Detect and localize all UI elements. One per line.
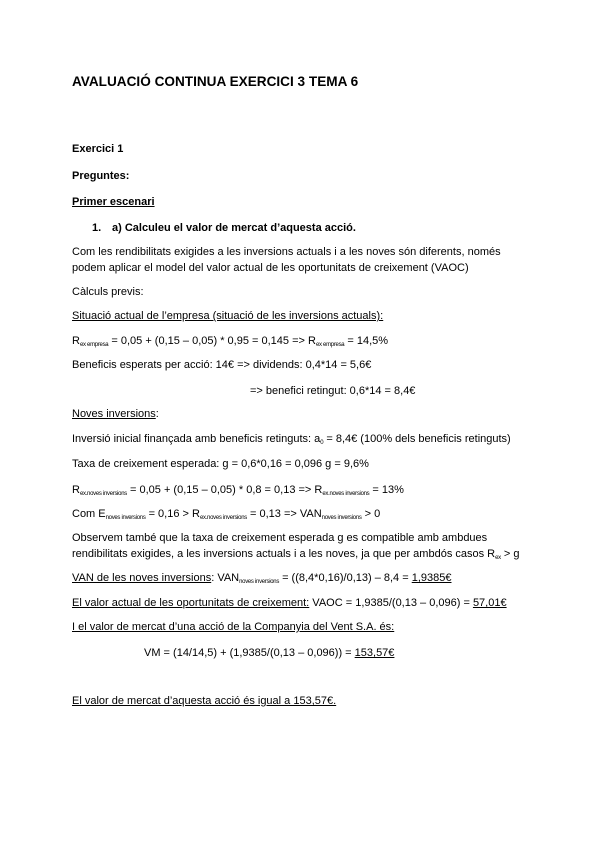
van-text: : VAN xyxy=(211,572,240,584)
vaoc-line xyxy=(72,595,507,611)
question-item xyxy=(90,220,356,236)
retained-benefit-line: => benefici retingut: 0,6*14 = 8,4€ xyxy=(250,385,416,397)
van-subscript: noves inversions xyxy=(239,579,280,585)
cmp-text: Com E xyxy=(72,508,106,520)
question-text: a) Calculeu el valor de mercat d’aquesta acció. xyxy=(112,222,356,234)
observation-end: > g xyxy=(500,548,520,560)
r-subscript: ex.noves inversions xyxy=(79,491,127,497)
initial-investment-line xyxy=(72,431,511,447)
cmp-text: = 0,13 => VAN xyxy=(246,508,322,520)
intro-line-2: podem aplicar el model del valor actual de les oportunitats de creixement (VAOC) xyxy=(72,262,469,274)
initial-subscript: 0 xyxy=(320,440,324,446)
initial-text-end: = 8,4€ (100% dels beneficis retinguts) xyxy=(323,433,511,445)
question-number: 1. xyxy=(92,222,102,234)
new-return-formula xyxy=(72,482,404,498)
growth-text: Taxa de creixement esperada: g = 0,6*0,16 = 0,096 xyxy=(72,458,326,470)
conclusion: El valor de mercat d’aquesta acció és igual a 153,57€. xyxy=(72,695,337,707)
market-formula-text: VM = (14/14,5) + (1,9385/(0,13 – 0,096)) = xyxy=(144,647,355,659)
formula-result: = 14,5% xyxy=(344,335,389,347)
observation-line-1: Observem també que la taxa de creixement esperada g es compatible amb ambdues xyxy=(72,532,488,544)
exercise-heading: Exercici 1 xyxy=(72,143,124,155)
market-value-formula xyxy=(144,645,394,661)
comparison-line xyxy=(72,506,380,522)
cmp-subscript: noves inversions xyxy=(105,515,146,521)
vaoc-result: 57,01€ xyxy=(472,597,507,609)
heading-text: Noves inversions xyxy=(72,408,156,420)
van-line xyxy=(72,570,451,586)
current-situation-heading: Situació actual de l’empresa (situació de les inversions actuals): xyxy=(72,310,384,322)
previous-calculations-label: Càlculs previs: xyxy=(72,286,144,298)
vaoc-label: El valor actual de les oportunitats de creixement: xyxy=(72,597,310,609)
market-value-label: I el valor de mercat d’una acció de la Companyia del Vent S.A. és: xyxy=(72,621,395,633)
market-result: 153,57€ xyxy=(354,647,395,659)
r-subscript: ex empresa xyxy=(315,342,345,348)
van-result: 1,9385€ xyxy=(411,572,452,584)
observation-subscript: ex xyxy=(495,555,501,561)
cmp-subscript: ex.noves inversions xyxy=(199,515,247,521)
benefits-line: Beneficis esperats per acció: 14€ => dividends: 0,4*14 = 5,6€ xyxy=(72,359,372,371)
van-label: VAN de les noves inversions xyxy=(72,572,212,584)
growth-result: g = 9,6% xyxy=(325,458,369,470)
formula-result: = 13% xyxy=(369,484,404,496)
r-subscript: ex.noves inversions xyxy=(322,491,370,497)
r-subscript: ex empresa xyxy=(79,342,109,348)
new-investments-heading xyxy=(72,406,159,422)
r-symbol: R xyxy=(72,484,80,496)
cmp-text: > 0 xyxy=(361,508,381,520)
r-symbol: R xyxy=(314,484,323,496)
observation-line-2 xyxy=(72,546,520,562)
intro-line-1: Com les rendibilitats exigides a les inversions actuals i a les noves són diferents, només xyxy=(72,246,501,258)
van-formula: = ((8,4*0,16)/0,13) – 8,4 = xyxy=(279,572,412,584)
cmp-text: = 0,16 > R xyxy=(145,508,200,520)
cmp-subscript: noves inversions xyxy=(321,515,362,521)
r-symbol: R xyxy=(72,335,80,347)
heading-colon: : xyxy=(155,408,159,420)
current-return-formula xyxy=(72,333,388,349)
formula-text: = 0,05 + (0,15 – 0,05) * 0,8 = 0,13 => xyxy=(126,484,315,496)
growth-rate-line xyxy=(72,456,369,472)
r-symbol: R xyxy=(308,335,316,347)
formula-text: = 0,05 + (0,15 – 0,05) * 0,95 = 0,145 => xyxy=(108,335,308,347)
questions-label: Preguntes: xyxy=(72,170,130,182)
scenario-heading: Primer escenari xyxy=(72,196,155,208)
vaoc-formula: VAOC = 1,9385/(0,13 – 0,096) = xyxy=(309,597,473,609)
initial-text: Inversió inicial finançada amb beneficis retinguts: a xyxy=(72,433,321,445)
page-title: AVALUACIÓ CONTINUA EXERCICI 3 TEMA 6 xyxy=(72,74,359,89)
observation-text: rendibilitats exigides, a les inversions actuals i a les noves, ja que per ambdós casos R xyxy=(72,548,496,560)
